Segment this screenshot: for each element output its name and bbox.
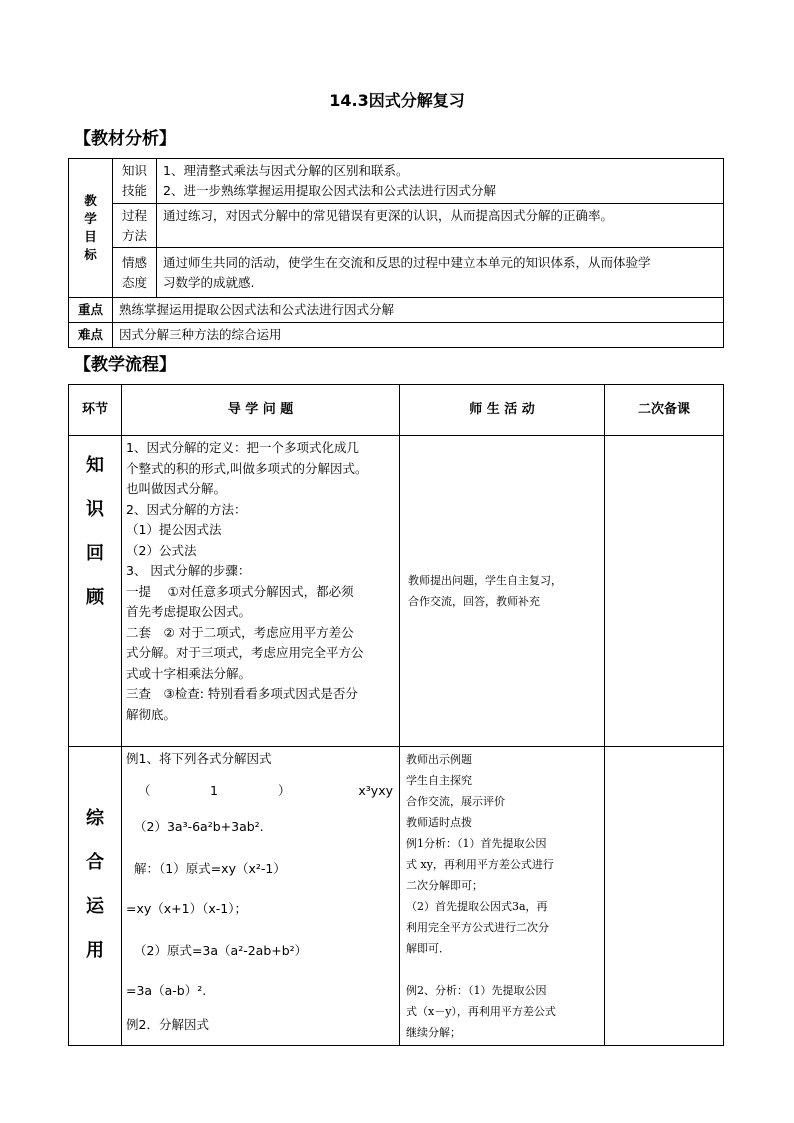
example1-part2: （2）3a³-6a²b+3ab². <box>134 819 264 834</box>
apply-activity-line: 教师出示例题 <box>406 753 472 766</box>
review-content <box>122 436 400 747</box>
flow-table <box>68 384 724 1046</box>
analysis-table <box>68 158 724 348</box>
apply-content <box>122 747 400 1046</box>
example1-title: 例1、将下列各式分解因式 <box>126 751 272 766</box>
key-label: 重点 <box>69 298 113 323</box>
knowledge-label: 知识 <box>121 163 147 178</box>
apply-second-prep <box>605 747 724 1046</box>
apply-activity-line: 合作交流，展示评价 <box>406 795 505 808</box>
review-label-char: 回 <box>86 543 104 564</box>
review-label-char: 知 <box>86 455 104 476</box>
header-second-prep: 二次备课 <box>605 385 724 436</box>
review-line: 也叫做因式分解。 <box>126 481 227 496</box>
part-number: 1 <box>210 783 218 798</box>
apply-activity-line: 例1分析：（1）首先提取公因 <box>406 837 547 850</box>
apply-activity-line: 式 xy，再利用平方差公式进行 <box>406 858 554 871</box>
goal-label-char: 学 <box>84 211 97 226</box>
goal-label-char: 目 <box>84 229 97 244</box>
solution-line1: 解：（1）原式=xy（x²-1） <box>134 861 286 876</box>
attitude-label: 情感 <box>121 254 147 270</box>
page-title: 14.3因式分解复习 <box>329 91 465 110</box>
attitude-label: 态度 <box>121 274 147 290</box>
example2-title: 例2．分解因式 <box>126 1017 209 1032</box>
apply-label-char: 合 <box>86 852 104 873</box>
solution-line4: =3a（a-b）². <box>126 983 207 998</box>
goal-label-char: 标 <box>84 247 97 262</box>
key-content: 熟练掌握运用提取公因式法和公式法进行因式分解 <box>113 298 724 323</box>
solution-line2: =xy（x+1）（x-1）； <box>126 901 247 916</box>
goal-label-cell <box>69 159 113 298</box>
process-label-cell <box>113 204 157 248</box>
apply-activity-line: 例2、分析：（1）先提取公因 <box>406 984 547 997</box>
apply-label-cell <box>69 747 122 1046</box>
review-line: （2）公式法 <box>126 542 197 558</box>
difficult-label: 难点 <box>69 323 113 348</box>
review-line: 式或十字相乘法分解。 <box>126 665 252 681</box>
review-label-char: 识 <box>86 499 104 520</box>
apply-activity-line: 教师适时点拨 <box>406 816 472 829</box>
expr-part1: x³yxy <box>358 783 393 798</box>
header-activity: 师 生 活 动 <box>400 385 605 436</box>
review-line: 三查 ③检查: 特别看看多项式因式是否分 <box>126 686 358 701</box>
review-line: （1）提公因式法 <box>126 522 222 537</box>
review-line: 2、因式分解的方法： <box>126 501 247 517</box>
review-label-char: 顾 <box>86 587 104 608</box>
attitude-line: 通过师生共同的活动，使学生在交流和反思的过程中建立本单元的知识体系，从而体验学 <box>163 254 651 270</box>
example1-part1 <box>126 777 395 817</box>
review-line: 个整式的积的形式,叫做多项式的分解因式。 <box>126 460 368 476</box>
review-line: 1、因式分解的定义：把一个多项式化成几 <box>126 440 359 455</box>
process-label: 方法 <box>121 227 147 243</box>
solution-line3: （2）原式=3a（a²-2ab+b²） <box>134 943 308 958</box>
process-content <box>157 204 724 248</box>
review-line: 首先考虑提取公因式。 <box>126 604 252 619</box>
knowledge-line: 1、理清整式乘法与因式分解的区别和联系。 <box>163 163 409 178</box>
header-guide: 导 学 问 题 <box>122 385 400 436</box>
apply-activity-line: 学生自主探究 <box>406 774 472 787</box>
paren-open: （ <box>138 783 151 798</box>
knowledge-label-cell <box>113 159 157 204</box>
attitude-content <box>157 248 724 298</box>
apply-activity-line: 继续分解； <box>406 1026 461 1039</box>
section-heading-analysis: 【教材分析】 <box>74 129 176 149</box>
apply-activity-line <box>406 959 598 980</box>
knowledge-label: 技能 <box>121 183 147 198</box>
apply-activity-line: （2）首先提取公因式3a，再 <box>406 900 548 913</box>
apply-activity-line: 式（x－y），再利用平方差公式 <box>406 1005 556 1018</box>
review-activity-line: 教师提出问题，学生自主复习， <box>408 574 562 587</box>
paren-close: ） <box>278 783 291 798</box>
apply-activity <box>400 747 605 1046</box>
review-label-cell <box>69 436 122 747</box>
attitude-line: 习数学的成就感. <box>163 274 255 290</box>
apply-label-char: 运 <box>86 896 104 917</box>
difficult-content: 因式分解三种方法的综合运用 <box>113 323 724 348</box>
review-line: 式分解。对于三项式，考虑应用完全平方公 <box>126 645 364 660</box>
process-label: 过程 <box>121 207 147 223</box>
section-heading-flow: 【教学流程】 <box>74 355 176 375</box>
apply-activity-line: 解即可． <box>406 942 450 955</box>
apply-activity-line: 二次分解即可； <box>406 879 483 892</box>
review-line: 解彻底。 <box>126 706 177 722</box>
process-text: 通过练习，对因式分解中的常见错误有更深的认识，从而提高因式分解的正确率。 <box>163 208 614 223</box>
apply-label-char: 综 <box>86 808 104 829</box>
knowledge-content <box>157 159 724 204</box>
header-stage: 环节 <box>69 385 122 436</box>
review-activity-line: 合作交流，回答，教师补充 <box>408 595 540 608</box>
review-line: 二套 ② 对于二项式，考虑应用平方差公 <box>126 624 354 640</box>
attitude-label-cell <box>113 248 157 298</box>
review-line: 3、 因式分解的步骤： <box>126 563 251 578</box>
apply-activity-line: 利用完全平方公式进行二次分 <box>406 921 549 934</box>
apply-label-char: 用 <box>86 940 104 961</box>
review-second-prep <box>605 436 724 747</box>
review-activity <box>400 436 605 747</box>
knowledge-line: 2、进一步熟练掌握运用提取公因式法和公式法进行因式分解 <box>163 183 496 198</box>
review-line: 一提 ①对任意多项式分解因式，都必须 <box>126 583 354 599</box>
goal-label-char: 教 <box>84 193 97 208</box>
